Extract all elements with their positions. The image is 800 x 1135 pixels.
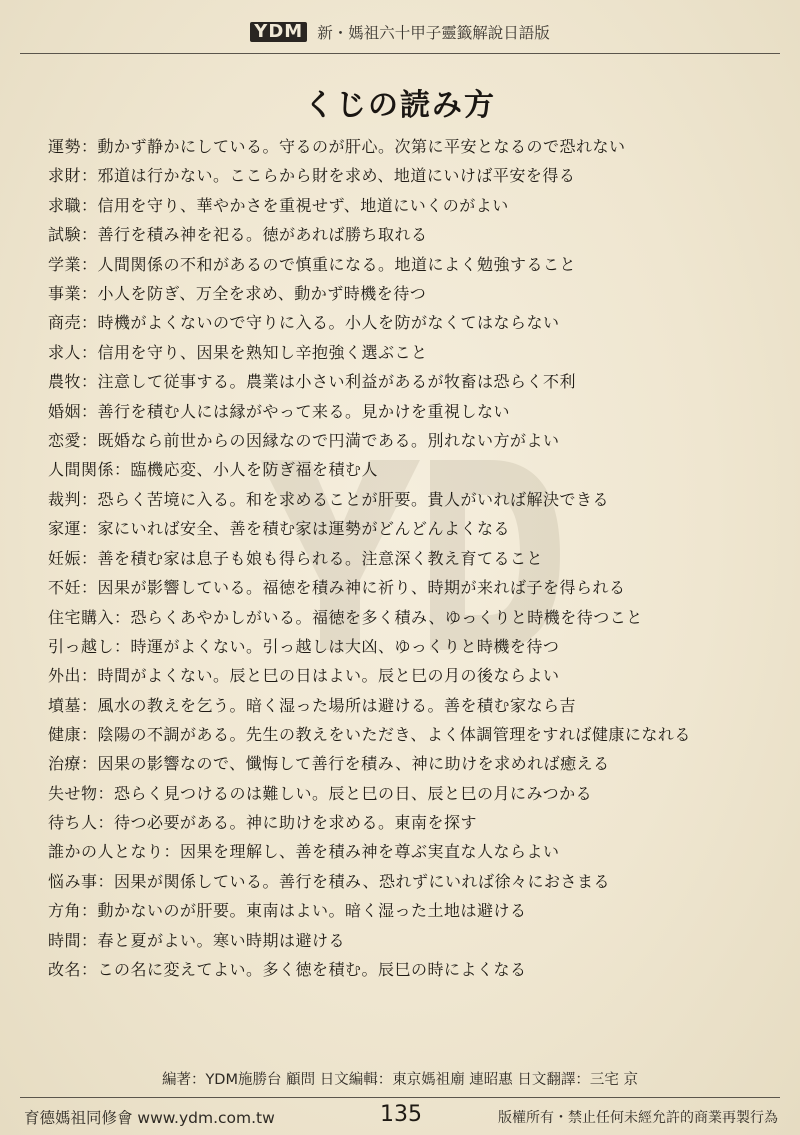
ydm-logo: YDM <box>250 22 307 42</box>
page-footer <box>0 1102 800 1132</box>
list-item: 住宅購入：恐らくあやかしがいる。福徳を多く積み、ゆっくりと時機を待つこと <box>48 607 643 627</box>
publisher-info: 育德媽祖同修會 www.ydm.com.tw <box>24 1109 275 1127</box>
book-title: 新・媽祖六十甲子靈籤解說日語版 <box>317 24 550 42</box>
credits-line: 編著：YDM施勝台 顧問 日文編輯：東京媽祖廟 連昭惠 日文翻譯：三宅 京 <box>161 1072 639 1088</box>
list-item: 商売：時機がよくないので守りに入る。小人を防がなくてはならない <box>48 313 560 333</box>
header-divider <box>20 53 780 54</box>
list-item: 不妊：因果が影響している。福徳を積み神に祈り、時期が来れば子を得られる <box>48 578 626 598</box>
list-item: 家運：家にいれば安全、善を積む家は運勢がどんどんよくなる <box>48 519 511 539</box>
list-item: 失せ物：恐らく見つけるのは難しい。辰と巳の日、辰と巳の月にみつかる <box>48 783 593 803</box>
page-number: 135 <box>380 1102 422 1127</box>
list-item: 求職：信用を守り、華やかさを重視せず、地道にいくのがよい <box>48 195 509 215</box>
list-item: 待ち人：待つ必要がある。神に助けを求める。東南を探す <box>48 812 478 832</box>
list-item: 農牧：注意して従事する。農業は小さい利益があるが牧畜は恐らく不利 <box>48 372 577 392</box>
list-item: 方角：動かないのが肝要。東南はよい。暗く湿った土地は避ける <box>48 901 527 921</box>
list-item: 試験：善行を積み神を祀る。徳があれば勝ち取れる <box>48 225 428 245</box>
list-item: 時間：春と夏がよい。寒い時期は避ける <box>48 930 346 950</box>
page-header <box>0 14 800 50</box>
list-item: 治療：因果の影響なので、懺悔して善行を積み、神に助けを求めれば癒える <box>48 754 610 774</box>
list-item: 引っ越し：時運がよくない。引っ越しは大凶、ゆっくりと時機を待つ <box>48 636 560 656</box>
page-title: くじの読み方 <box>304 88 496 123</box>
list-item: 婚姻：善行を積む人には縁がやって来る。見かけを重視しない <box>48 401 511 421</box>
list-item: 事業：小人を防ぎ、万全を求め、動かず時機を待つ <box>48 284 427 304</box>
list-item: 学業：人間関係の不和があるので慎重になる。地道によく勉強すること <box>48 254 577 274</box>
list-item: 恋愛：既婚なら前世からの因縁なので円満である。別れない方がよい <box>48 431 560 451</box>
list-item: 妊娠：善を積む家は息子も娘も得られる。注意深く教え育てること <box>48 548 544 568</box>
footer-divider <box>20 1097 780 1098</box>
reading-list <box>48 132 768 984</box>
list-item: 健康：陰陽の不調がある。先生の教えをいただき、よく体調管理をすれば健康になれる <box>48 725 691 745</box>
list-item: 誰かの人となり：因果を理解し、善を積み神を尊ぶ実直な人ならよい <box>48 842 560 862</box>
list-item: 求財：邪道は行かない。ここらから財を求め、地道にいけば平安を得る <box>48 166 576 186</box>
list-item: 裁判：恐らく苦境に入る。和を求めることが肝要。貴人がいれば解決できる <box>48 489 610 509</box>
list-item: 悩み事：因果が関係している。善行を積み、恐れずにいれば徐々におさまる <box>48 871 610 891</box>
list-item: 人間関係：臨機応変、小人を防ぎ福を積む人 <box>48 460 379 480</box>
list-item: 墳墓：風水の教えを乞う。暗く湿った場所は避ける。善を積む家なら吉 <box>48 695 577 715</box>
list-item: 運勢：動かず静かにしている。守るのが肝心。次第に平安となるので恐れない <box>48 137 626 156</box>
list-item: 求人：信用を守り、因果を熟知し辛抱強く選ぶこと <box>48 342 428 362</box>
list-item: 改名：この名に変えてよい。多く徳を積む。辰巳の時によくなる <box>48 959 527 979</box>
copyright-notice: 版權所有・禁止任何未經允許的商業再製行為 <box>498 1110 778 1126</box>
list-item: 外出：時間がよくない。辰と巳の日はよい。辰と巳の月の後ならよい <box>48 666 560 686</box>
